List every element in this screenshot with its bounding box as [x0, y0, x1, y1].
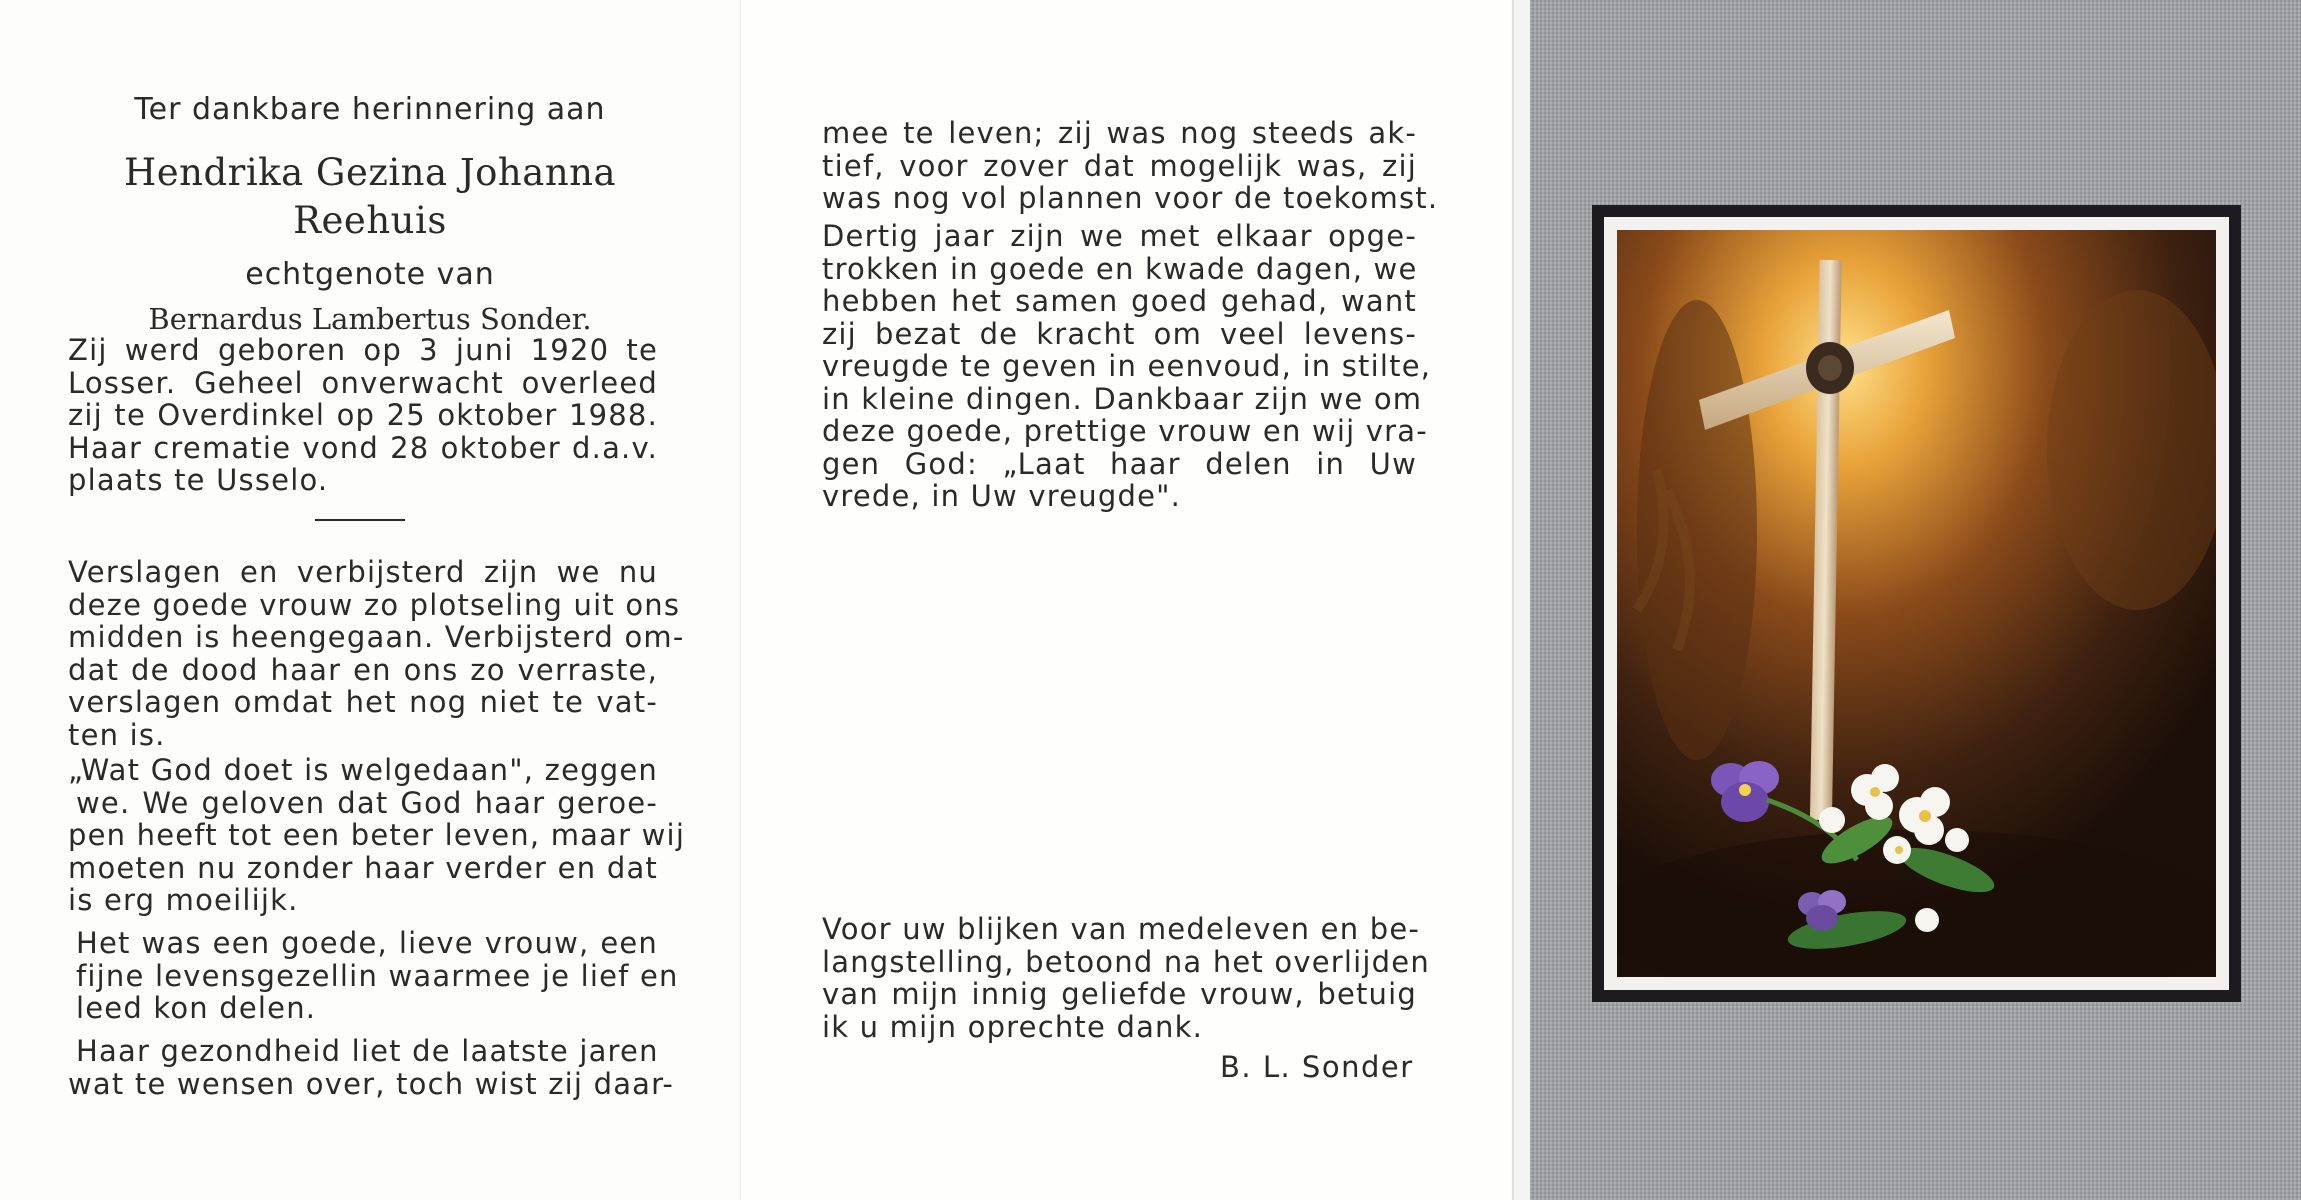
text-line: „Wat God doet is welgedaan", zeggen — [68, 753, 658, 787]
text-line: gen God: „Laat haar delen in Uw — [822, 446, 1417, 481]
text-line: van mijn innig geliefde vrouw, betuig — [822, 977, 1417, 1011]
text-line: leed kon delen. — [76, 991, 317, 1025]
text-line: Verslagen en verbijsterd zijn we nu — [68, 555, 658, 589]
cross-illustration — [1617, 230, 2216, 977]
text-line: ten is. — [68, 717, 166, 752]
cross-photo — [1617, 230, 2216, 977]
text-line: was nog vol plannen voor de toekomst. — [822, 181, 1439, 215]
text-line: moeten nu zonder haar verder en dat — [68, 850, 658, 885]
text-line: Dertig jaar zijn we met elkaar opge- — [822, 219, 1417, 253]
spouse-name: Bernardus Lambertus Sonder. — [148, 302, 592, 336]
character-paragraph — [68, 926, 679, 1025]
deceased-name-line-1: Hendrika Gezina Johanna — [123, 151, 617, 194]
text-line: trokken in goede en kwade dagen, we — [822, 251, 1418, 286]
continuation-paragraph — [822, 116, 1439, 215]
text-line: pen heeft tot een beter leven, maar wij — [68, 818, 686, 852]
text-line: ik u mijn oprechte dank. — [822, 1009, 1204, 1044]
deceased-name-line-2: Reehuis — [293, 199, 447, 242]
thirty-years-paragraph — [822, 219, 1432, 513]
text-line: wat te wensen over, toch wist zij daar- — [68, 1066, 675, 1101]
text-line: midden is heengegaan. Verbijsterd om- — [68, 620, 685, 654]
text-line: plaats te Usselo. — [68, 463, 329, 497]
text-line: mee te leven; zij was nog steeds ak- — [822, 116, 1417, 150]
text-line: Losser. Geheel onverwacht overleed — [68, 365, 658, 400]
intro-text: Ter dankbare herinnering aan — [134, 92, 606, 127]
text-line: vreugde te geven in eenvoud, in stilte, — [822, 349, 1432, 383]
text-line: dat de dood haar en ons zo verraste, — [68, 652, 658, 687]
text-line: Het was een goede, lieve vrouw, een — [76, 926, 658, 960]
text-line: we. We geloven dat God haar geroe- — [76, 785, 658, 820]
text-line: verslagen omdat het nog niet te vat- — [68, 685, 658, 719]
signature: B. L. Sonder — [1220, 1050, 1414, 1084]
text-line: Zij werd geboren op 3 juni 1920 te — [68, 333, 658, 367]
text-line: zij te Overdinkel op 25 oktober 1988. — [68, 398, 658, 432]
text-line: fijne levensgezellin waarmee je lief en — [76, 958, 679, 993]
text-line: deze goede vrouw zo plotseling uit ons — [68, 587, 681, 622]
text-line: Haar gezondheid liet de laatste jaren — [76, 1034, 659, 1068]
birth-paragraph — [68, 334, 658, 497]
text-line: Haar crematie vond 28 oktober d.a.v. — [68, 430, 658, 465]
quote-paragraph — [68, 753, 686, 917]
health-paragraph — [68, 1034, 675, 1101]
text-line: is erg moeilijk. — [68, 883, 299, 917]
text-line: Voor uw blijken van medeleven en be- — [822, 912, 1421, 946]
grief-paragraph — [68, 555, 685, 752]
text-line: zij bezat de kracht om veel levens- — [822, 316, 1417, 351]
spouse-label: echtgenote van — [245, 257, 495, 292]
text-line: vrede, in Uw vreugde". — [822, 479, 1182, 513]
text-line: langstelling, betoond na het overlijden — [822, 944, 1430, 979]
text-line: in kleine dingen. Dankbaar zijn we om — [822, 381, 1423, 416]
thanks-paragraph — [822, 912, 1430, 1044]
text-line: tief, voor zover dat mogelijk was, zij — [822, 148, 1417, 183]
text-line: deze goede, prettige vrouw en wij vra- — [822, 414, 1428, 448]
section-divider — [315, 519, 405, 521]
text-line: hebben het samen goed gehad, want — [822, 284, 1417, 318]
